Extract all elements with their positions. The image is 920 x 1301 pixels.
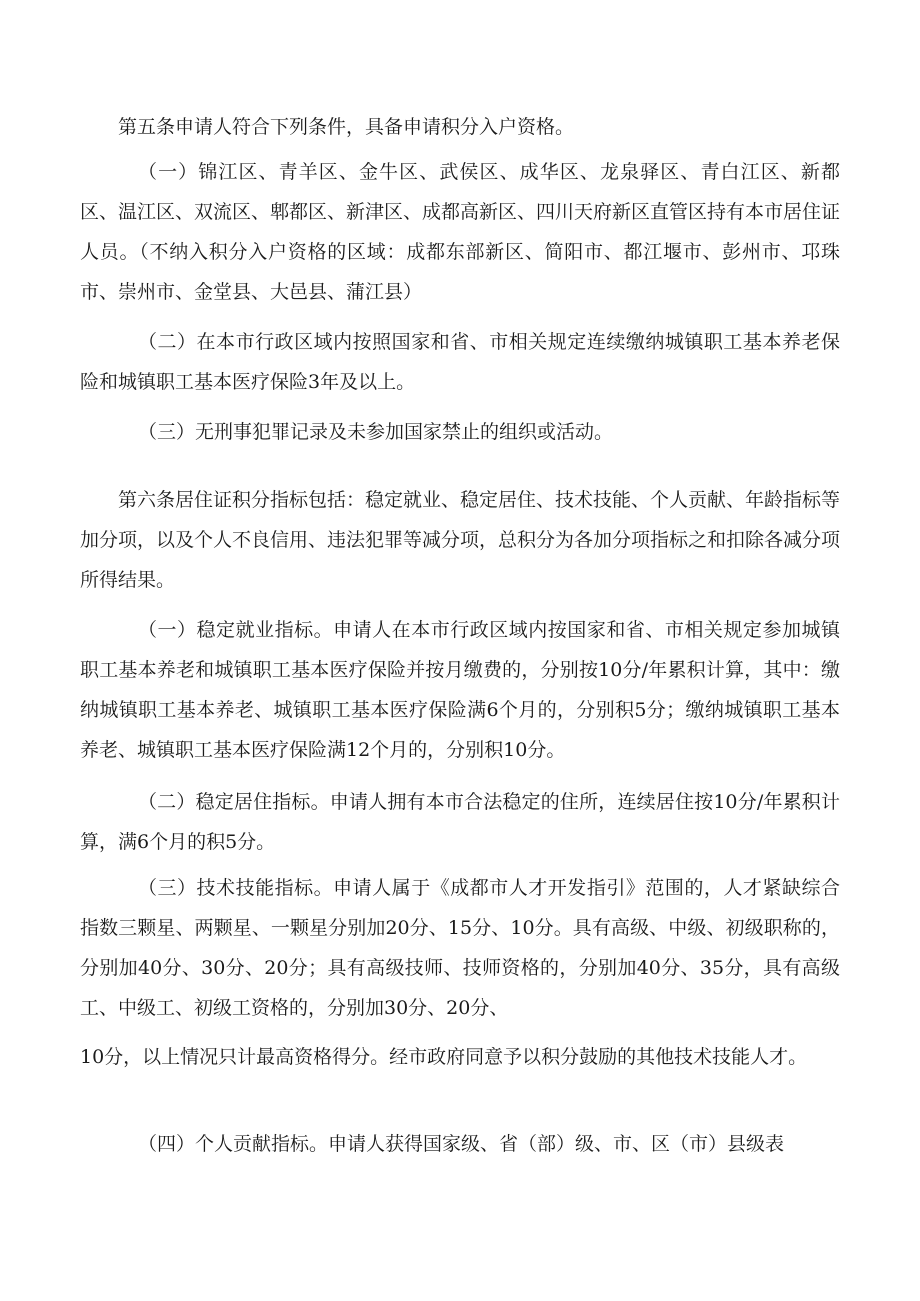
article-6-item-3-continued: 10分，以上情况只计最高资格得分。经市政府同意予以积分鼓励的其他技术技能人才。 [80, 1046, 808, 1068]
article-6-item-2: （二）稳定居住指标。申请人拥有本市合法稳定的住所，连续居住按10分/年累积计算，满6个月的积5分。 [80, 791, 840, 853]
article-6-heading: 第六条居住证积分指标包括：稳定就业、稳定居住、技术技能、个人贡献、年龄指标等加分项，以及个人不良信用、违法犯罪等减分项，总积分为各加分项指标之和扣除各减分项所得结果。 [80, 489, 841, 591]
article-6-item-4: （四）个人贡献指标。申请人获得国家级、省（部）级、市、区（市）县级表 [138, 1133, 785, 1155]
article-5-item-1: （一）锦江区、青羊区、金牛区、武侯区、成华区、龙泉驿区、青白江区、新都区、温江区、双流区、郫都区、新津区、成都高新区、四川天府新区直管区持有本市居住证人员。（不纳入积分入户资格的区域：成都东部新区、简阳市、都江堰市、彭州市、邛珠市、崇州市、金堂县、大邑县、蒲江县） [80, 161, 841, 303]
article-6-item-1: （一）稳定就业指标。申请人在本市行政区域内按国家和省、市相关规定参加城镇职工基本养老和城镇职工基本医疗保险并按月缴费的，分别按10分/年累积计算，其中：缴纳城镇职工基本养老、城镇职工基本医疗保险满6个月的，分别积5分；缴纳城镇职工基本养老、城镇职工基本医疗保险满12个月的，分别积10分。 [80, 619, 840, 761]
article-5-item-2: （二）在本市行政区域内按照国家和省、市相关规定连续缴纳城镇职工基本养老保险和城镇职工基本医疗保险3年及以上。 [80, 331, 840, 393]
article-5-item-3: （三）无刑事犯罪记录及未参加国家禁止的组织或活动。 [138, 421, 614, 443]
article-5-heading: 第五条申请人符合下列条件，具备申请积分入户资格。 [118, 116, 575, 138]
article-6-item-3: （三）技术技能指标。申请人属于《成都市人才开发指引》范围的，人才紧缺综合指数三颗星、两颗星、一颗星分别加20分、15分、10分。具有高级、中级、初级职称的，分别加40分、30分、20分；具有高级技师、技师资格的，分别加40分、35分，具有高级工、中级工、初级工资格的，分别加30分、20分、 [80, 877, 840, 1019]
